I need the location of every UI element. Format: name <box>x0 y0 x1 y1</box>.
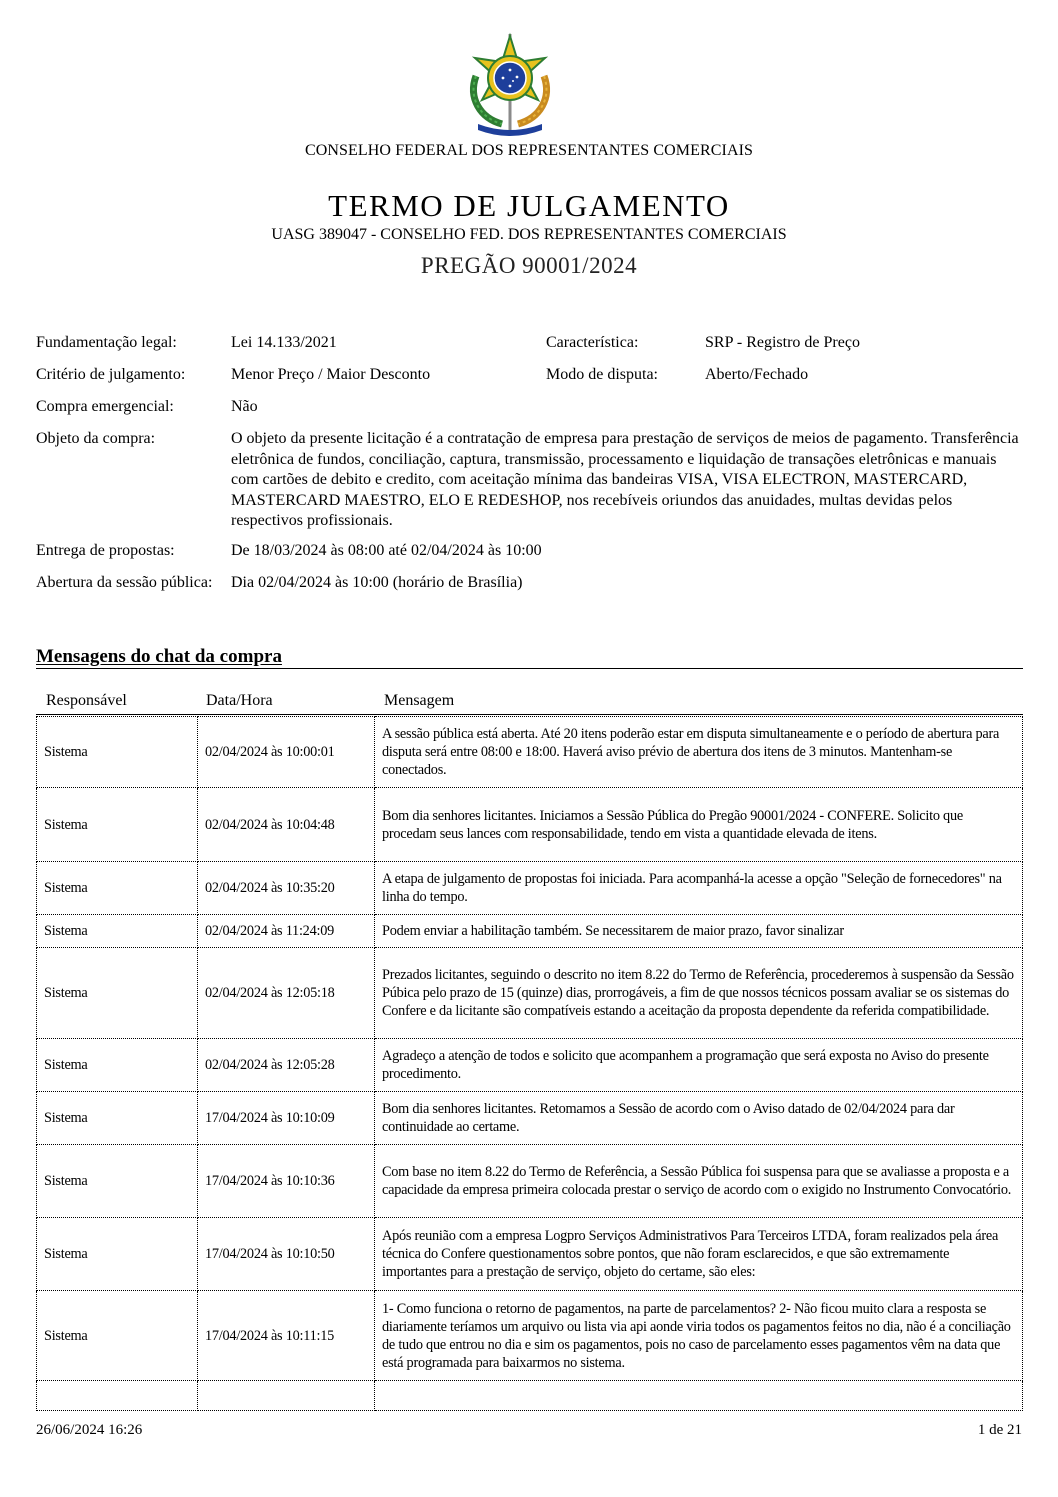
cell-data-hora: 17/04/2024 às 10:10:09 <box>198 1092 375 1145</box>
caracteristica-value: SRP - Registro de Preço <box>705 334 860 351</box>
criterio-label: Critério de julgamento: <box>36 366 186 383</box>
emergencial-label: Compra emergencial: <box>36 398 174 415</box>
table-row <box>37 788 1023 862</box>
pregao-number: PREGÃO 90001/2024 <box>420 253 638 278</box>
header-divider <box>36 714 1023 715</box>
cell-mensagem: Prezados licitantes, seguindo o descrito no item 8.22 do Termo de Referência, procederemos à suspensão da Sessão Púbica pelo prazo de 15 (quinze) dias, prorrogáveis, a fim de que nossos técnicos possam avaliar se os sistemas do Confere e da licitante são compatíveis estando a aceitação da proposta dependente da referida compatibilidade. <box>375 948 1023 1039</box>
abertura-label: Abertura da sessão pública: <box>36 574 213 591</box>
cell-mensagem: Podem enviar a habilitação também. Se necessitarem de maior prazo, favor sinalizar <box>375 915 1023 948</box>
cell-mensagem: Bom dia senhores licitantes. Iniciamos a Sessão Pública do Pregão 90001/2024 - CONFERE. Solicito que procedam seus lances com responsabilidade, tendo em vista a quantidade elevada de itens. <box>375 788 1023 862</box>
entrega-label: Entrega de propostas: <box>36 542 175 559</box>
abertura-value: Dia 02/04/2024 às 10:00 (horário de Brasília) <box>231 574 523 591</box>
column-header-mensagem: Mensagem <box>384 692 455 709</box>
cell-responsavel: Sistema <box>37 1092 198 1145</box>
table-row <box>37 915 1023 948</box>
cell-data-hora: 02/04/2024 às 10:04:48 <box>198 788 375 862</box>
cell-responsavel: Sistema <box>37 948 198 1039</box>
entrega-value: De 18/03/2024 às 08:00 até 02/04/2024 às 10:00 <box>231 542 542 559</box>
cell-data-hora: 17/04/2024 às 10:11:15 <box>198 1291 375 1381</box>
column-header-data-hora: Data/Hora <box>206 692 273 709</box>
cell-data-hora <box>198 1381 375 1411</box>
chat-section-title: Mensagens do chat da compra <box>36 646 282 667</box>
brazil-coat-of-arms-emblem <box>462 32 558 136</box>
table-row <box>37 948 1023 1039</box>
table-row <box>37 862 1023 915</box>
modo-disputa-label: Modo de disputa: <box>546 366 658 383</box>
footer-page-number: 1 de 21 <box>977 1422 1022 1438</box>
cell-mensagem: Após reunião com a empresa Logpro Serviços Administrativos Para Terceiros LTDA, foram realizados pela área técnica do Confere questionamentos sobre pontos, que não foram esclarecidos, e que são extremamente importantes para a prestação de serviço, objeto do certame, são eles: <box>375 1218 1023 1291</box>
section-divider <box>36 668 1023 669</box>
cell-data-hora: 02/04/2024 às 12:05:28 <box>198 1039 375 1092</box>
table-row <box>37 717 1023 788</box>
cell-mensagem: Bom dia senhores licitantes. Retomamos a Sessão de acordo com o Aviso datado de 02/04/2024 para dar continuidade ao certame. <box>375 1092 1023 1145</box>
cell-data-hora: 02/04/2024 às 10:00:01 <box>198 717 375 788</box>
cell-responsavel <box>37 1381 198 1411</box>
table-row <box>37 1039 1023 1092</box>
footer-datetime: 26/06/2024 16:26 <box>36 1422 143 1438</box>
cell-mensagem: A etapa de julgamento de propostas foi iniciada. Para acompanhá-la acesse a opção "Seleção de fornecedores" na linha do tempo. <box>375 862 1023 915</box>
criterio-value: Menor Preço / Maior Desconto <box>231 366 431 383</box>
table-row <box>37 1092 1023 1145</box>
uasg-line: UASG 389047 - CONSELHO FED. DOS REPRESENTANTES COMERCIAIS <box>271 226 787 243</box>
cell-responsavel: Sistema <box>37 717 198 788</box>
cell-mensagem: 1- Como funciona o retorno de pagamentos, na parte de parcelamentos? 2- Não ficou muito clara a resposta se diariamente teríamos um arquivo ou lista via api aonde viria todos os pagamentos feitos no dia, não é a conciliação de tudo que entrou no dia e sim os pagamentos, pois no caso de parcelamento esses pagamentos vêm na data que está programada para baixarmos no sistema. <box>375 1291 1023 1381</box>
cell-responsavel: Sistema <box>37 1039 198 1092</box>
organization-name: CONSELHO FEDERAL DOS REPRESENTANTES COMERCIAIS <box>304 142 754 159</box>
caracteristica-label: Característica: <box>546 334 639 351</box>
cell-mensagem <box>375 1381 1023 1411</box>
cell-responsavel: Sistema <box>37 1145 198 1218</box>
cell-data-hora: 02/04/2024 às 12:05:18 <box>198 948 375 1039</box>
table-row <box>37 1381 1023 1411</box>
objeto-label: Objeto da compra: <box>36 430 156 447</box>
cell-responsavel: Sistema <box>37 1218 198 1291</box>
modo-disputa-value: Aberto/Fechado <box>705 366 809 383</box>
cell-responsavel: Sistema <box>37 788 198 862</box>
cell-mensagem: Agradeço a atenção de todos e solicito que acompanhem a programação que será exposta no Aviso do presente procedimento. <box>375 1039 1023 1092</box>
cell-data-hora: 02/04/2024 às 10:35:20 <box>198 862 375 915</box>
objeto-value: O objeto da presente licitação é a contratação de empresa para prestação de serviços de meios de pagamento. Transferência eletrônica de fundos, conciliação, captura, transmissão, processamento e liquidação de transações eletrônicas e manuais com cartões de debito e credito, com aceitação mínima das bandeiras VISA, VISA ELECTRON, MASTERCARD, MASTERCARD MAESTRO, ELO E REDESHOP, nos recebíveis oriundos das anuidades, multas devidas pelos respectivos profissionais. <box>231 430 1019 529</box>
column-header-responsavel: Responsável <box>46 692 127 709</box>
chat-messages-table <box>36 716 1023 1411</box>
cell-data-hora: 17/04/2024 às 10:10:50 <box>198 1218 375 1291</box>
document-title: TERMO DE JULGAMENTO <box>328 188 730 223</box>
fundamentacao-value: Lei 14.133/2021 <box>231 334 337 351</box>
cell-data-hora: 02/04/2024 às 11:24:09 <box>198 915 375 948</box>
cell-mensagem: A sessão pública está aberta. Até 20 itens poderão estar em disputa simultaneamente e o período de abertura para disputa será entre 08:00 e 18:00. Haverá aviso prévio de abertura dos itens de 3 minutos. Mantenham-se conectados. <box>375 717 1023 788</box>
table-row <box>37 1145 1023 1218</box>
table-row <box>37 1218 1023 1291</box>
fundamentacao-label: Fundamentação legal: <box>36 334 177 351</box>
cell-mensagem: Com base no item 8.22 do Termo de Referência, a Sessão Pública foi suspensa para que se avaliasse a proposta e a capacidade da empresa primeira colocada prestar o serviço de acordo com o exigido no Instrumento Convocatório. <box>375 1145 1023 1218</box>
cell-responsavel: Sistema <box>37 862 198 915</box>
cell-responsavel: Sistema <box>37 1291 198 1381</box>
emergencial-value: Não <box>231 398 258 415</box>
cell-responsavel: Sistema <box>37 915 198 948</box>
cell-data-hora: 17/04/2024 às 10:10:36 <box>198 1145 375 1218</box>
table-row <box>37 1291 1023 1381</box>
